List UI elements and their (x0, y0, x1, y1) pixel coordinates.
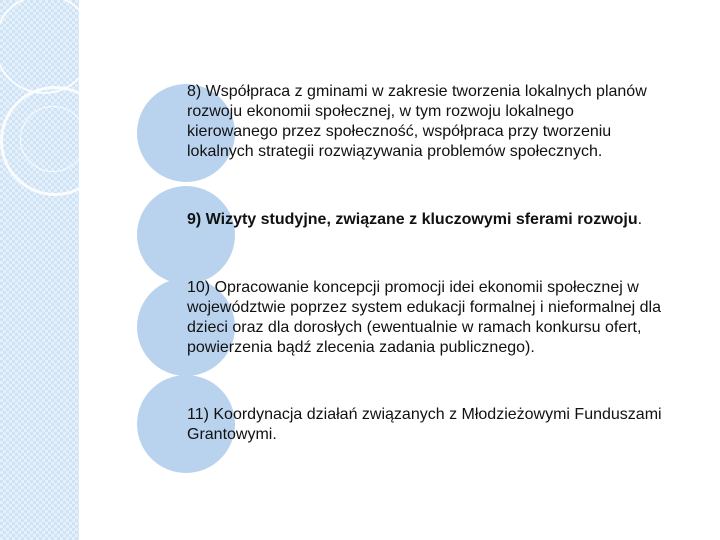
list-item-text-end: . (637, 211, 643, 228)
bullet-circle (137, 186, 235, 284)
list-item-text-bold: 9) Wizyty studyjne, związane z kluczowymi sferami rozwoju (187, 211, 638, 228)
list-item (187, 278, 667, 358)
decorative-side-panel (0, 0, 79, 540)
list-item-text: 8) Współpraca z gminami w zakresie tworzenia lokalnych planów rozwoju ekonomii społecznej, w tym rozwoju lokalnego kierowanego przez społeczność, współpraca przy tworzeniu lokalnych strategii rozwiązywania problemów społecznych. (187, 83, 647, 160)
list-item (187, 405, 667, 445)
decorative-ring (0, 0, 94, 94)
list-item-text: 11) Koordynacja działań związanych z Młodzieżowymi Funduszami Grantowymi. (187, 406, 662, 443)
list-item (187, 210, 667, 230)
list-item (187, 82, 667, 178)
decorative-ring (20, 106, 86, 172)
list-item-text: 10) Opracowanie koncepcji promocji idei ekonomii społecznej w województwie poprzez system edukacji formalnej i nieformalnej dla dzieci oraz dla dorosłych (ewentualnie w ramach konkursu ofert, powierzenia bądź zlecenia zadania publicznego). (187, 279, 661, 356)
